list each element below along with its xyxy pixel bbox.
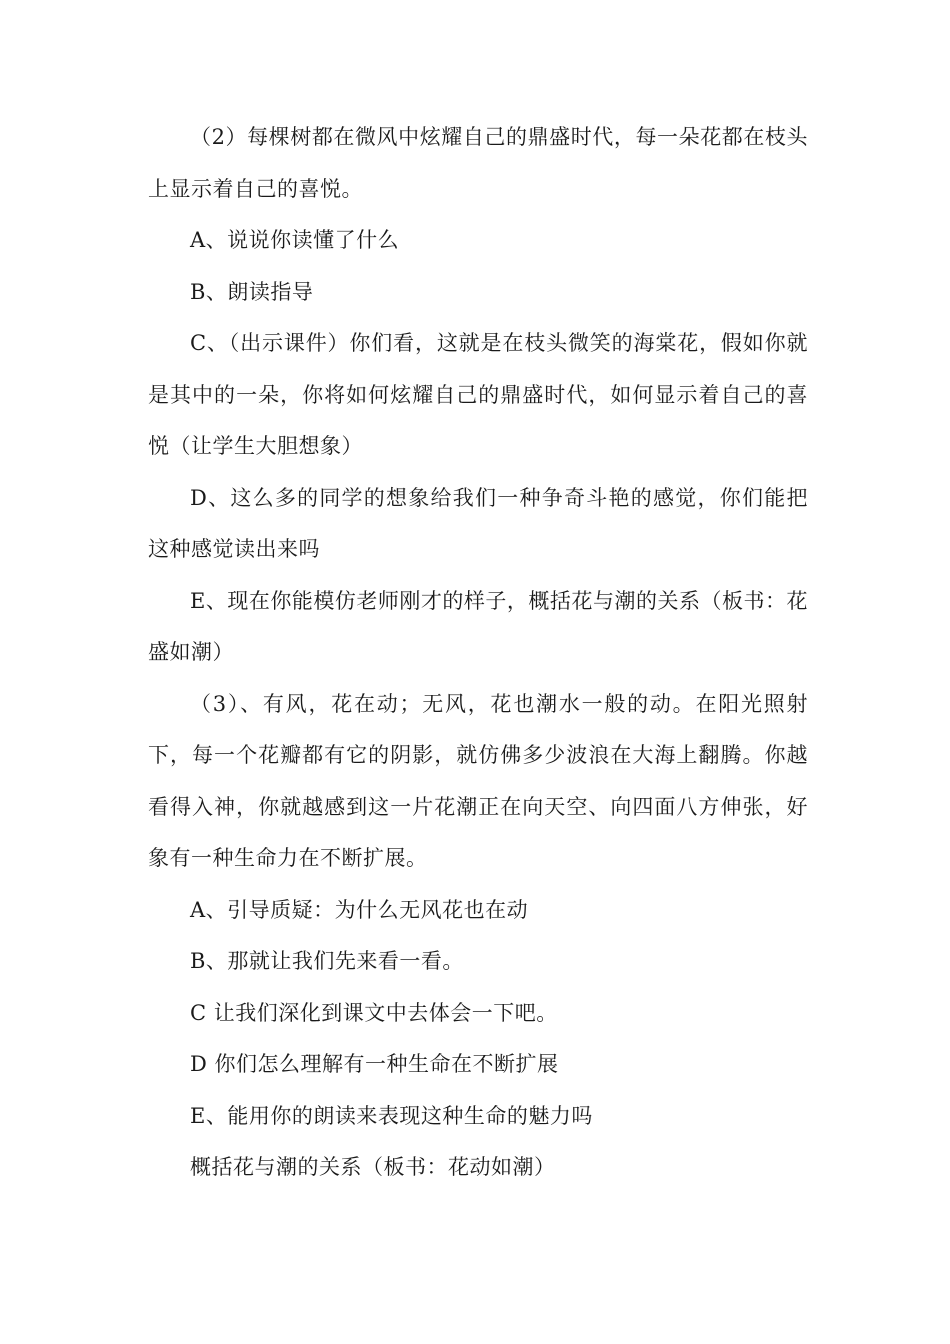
paragraph-2d: D、这么多的同学的想象给我们一种争奇斗艳的感觉，你们能把这种感觉读出来吗 [148, 485, 808, 561]
paragraph-2e: E、现在你能模仿老师刚才的样子，概括花与潮的关系（板书：花盛如潮） [148, 588, 808, 664]
paragraph-3b: B、那就让我们先来看一看。 [190, 949, 464, 973]
paragraph-summary: 概括花与潮的关系（板书：花动如潮） [190, 1155, 556, 1179]
document-body [148, 112, 808, 1194]
paragraph-2a: A、说说你读懂了什么 [190, 228, 400, 252]
paragraph-3e: E、能用你的朗读来表现这种生命的魅力吗 [190, 1103, 593, 1128]
paragraph-3a: A、引导质疑：为什么无风花也在动 [190, 897, 529, 922]
paragraph-3d: D 你们怎么理解有一种生命在不断扩展 [190, 1052, 559, 1076]
paragraph-2c: C、（出示课件）你们看，这就是在枝头微笑的海棠花，假如你就是其中的一朵，你将如何炫耀自己的鼎盛时代，如何显示着自己的喜悦（让学生大胆想象） [148, 331, 808, 458]
paragraph-2-title: （2）每棵树都在微风中炫耀自己的鼎盛时代，每一朵花都在枝头上显示着自己的喜悦。 [148, 125, 808, 201]
paragraph-3c: C 让我们深化到课文中去体会一下吧。 [190, 1000, 558, 1025]
paragraph-2b: B、朗读指导 [190, 279, 314, 304]
paragraph-3-title: （3）、有风，花在动；无风，花也潮水一般的动。在阳光照射下，每一个花瓣都有它的阴影，就仿佛多少波浪在大海上翻腾。你越看得入神，你就越感到这一片花潮正在向天空、向四面八方伸张，好象有一种生命力在不断扩展。 [148, 691, 808, 870]
